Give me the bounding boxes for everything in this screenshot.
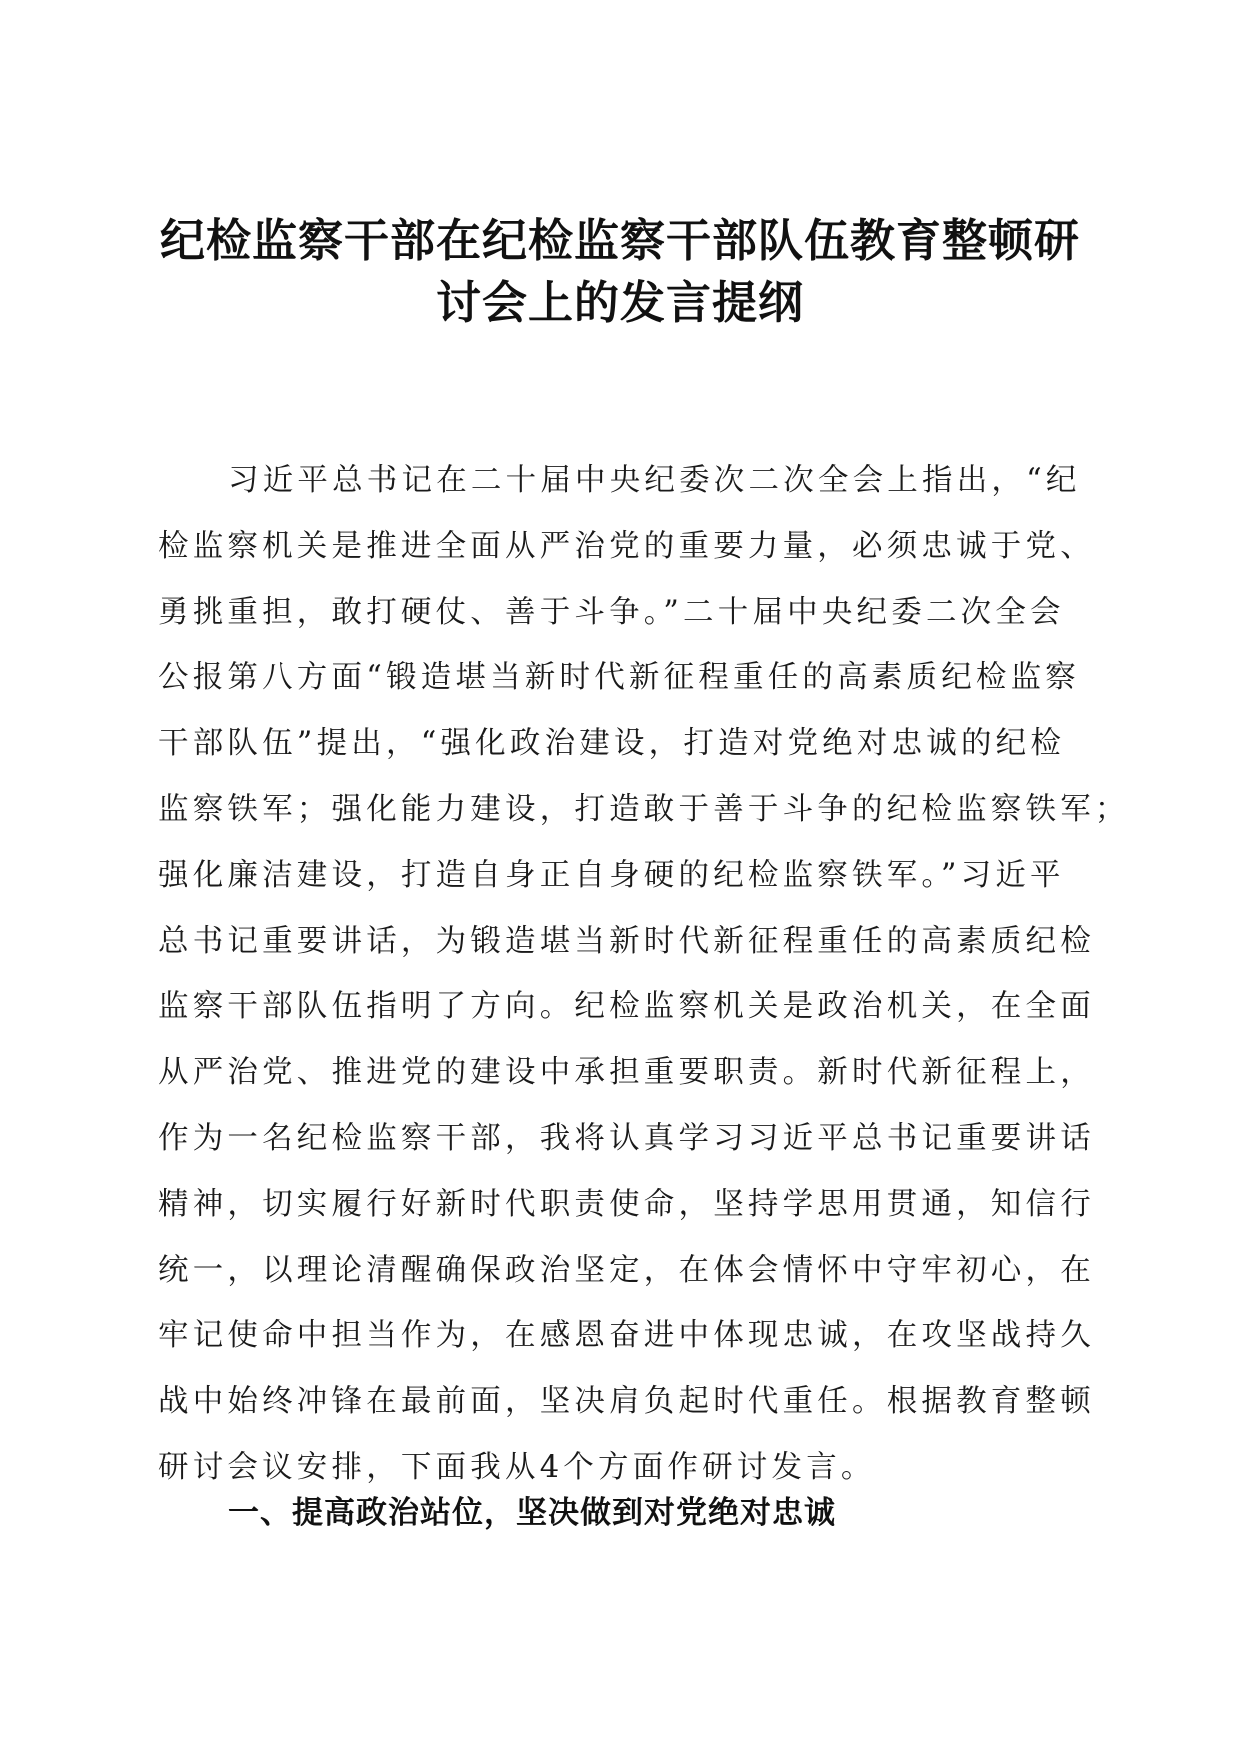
paragraph-line: 习近平总书记在二十届中央纪委次二次全会上指出，“纪 [228, 463, 1081, 498]
paragraph-line: 勇挑重担，敢打硬仗、善于斗争。”二十届中央纪委二次全会 [158, 594, 1065, 630]
paragraph-line: 从严治党、推进党的建设中承担重要职责。新时代新征程上， [158, 1055, 1095, 1091]
body-paragraph [158, 448, 1130, 1501]
paragraph-line: 强化廉洁建设，打造自身正自身硬的纪检监察铁军。”习近平 [158, 857, 1065, 893]
paragraph-line: 总书记重要讲话，为锻造堪当新时代新征程重任的高素质纪检 [158, 923, 1095, 959]
paragraph-line: 牢记使命中担当作为，在感恩奋进中体现忠诚，在攻坚战持久 [158, 1318, 1095, 1354]
paragraph-line: 研讨会议安排，下面我从4个方面作研讨发言。 [158, 1449, 876, 1485]
paragraph-line: 监察干部队伍指明了方向。纪检监察机关是政治机关，在全面 [158, 989, 1095, 1025]
paragraph-line: 检监察机关是推进全面从严治党的重要力量，必须忠诚于党、 [158, 528, 1095, 564]
title-line-2: 讨会上的发言提纲 [435, 276, 804, 329]
document-title [140, 210, 1100, 334]
paragraph-line: 战中始终冲锋在最前面，坚决肩负起时代重任。根据教育整顿 [158, 1384, 1095, 1420]
paragraph-line: 作为一名纪检监察干部，我将认真学习习近平总书记重要讲话 [158, 1120, 1095, 1156]
title-line-1: 纪检监察干部在纪检监察干部队伍教育整顿研 [159, 214, 1080, 267]
section-heading: 一、提高政治站位，坚决做到对党绝对忠诚 [228, 1495, 836, 1531]
paragraph-line: 监察铁军；强化能力建设，打造敢于善于斗争的纪检监察铁军； [158, 791, 1130, 827]
paragraph-line: 干部队伍”提出，“强化政治建设，打造对党绝对忠诚的纪检 [158, 726, 1066, 762]
paragraph-line: 统一，以理论清醒确保政治坚定，在体会情怀中守牢初心，在 [158, 1252, 1095, 1288]
paragraph-line: 公报第八方面“锻造堪当新时代新征程重任的高素质纪检监察 [158, 660, 1080, 696]
paragraph-line: 精神，切实履行好新时代职责使命，坚持学思用贯通，知信行 [158, 1186, 1095, 1222]
